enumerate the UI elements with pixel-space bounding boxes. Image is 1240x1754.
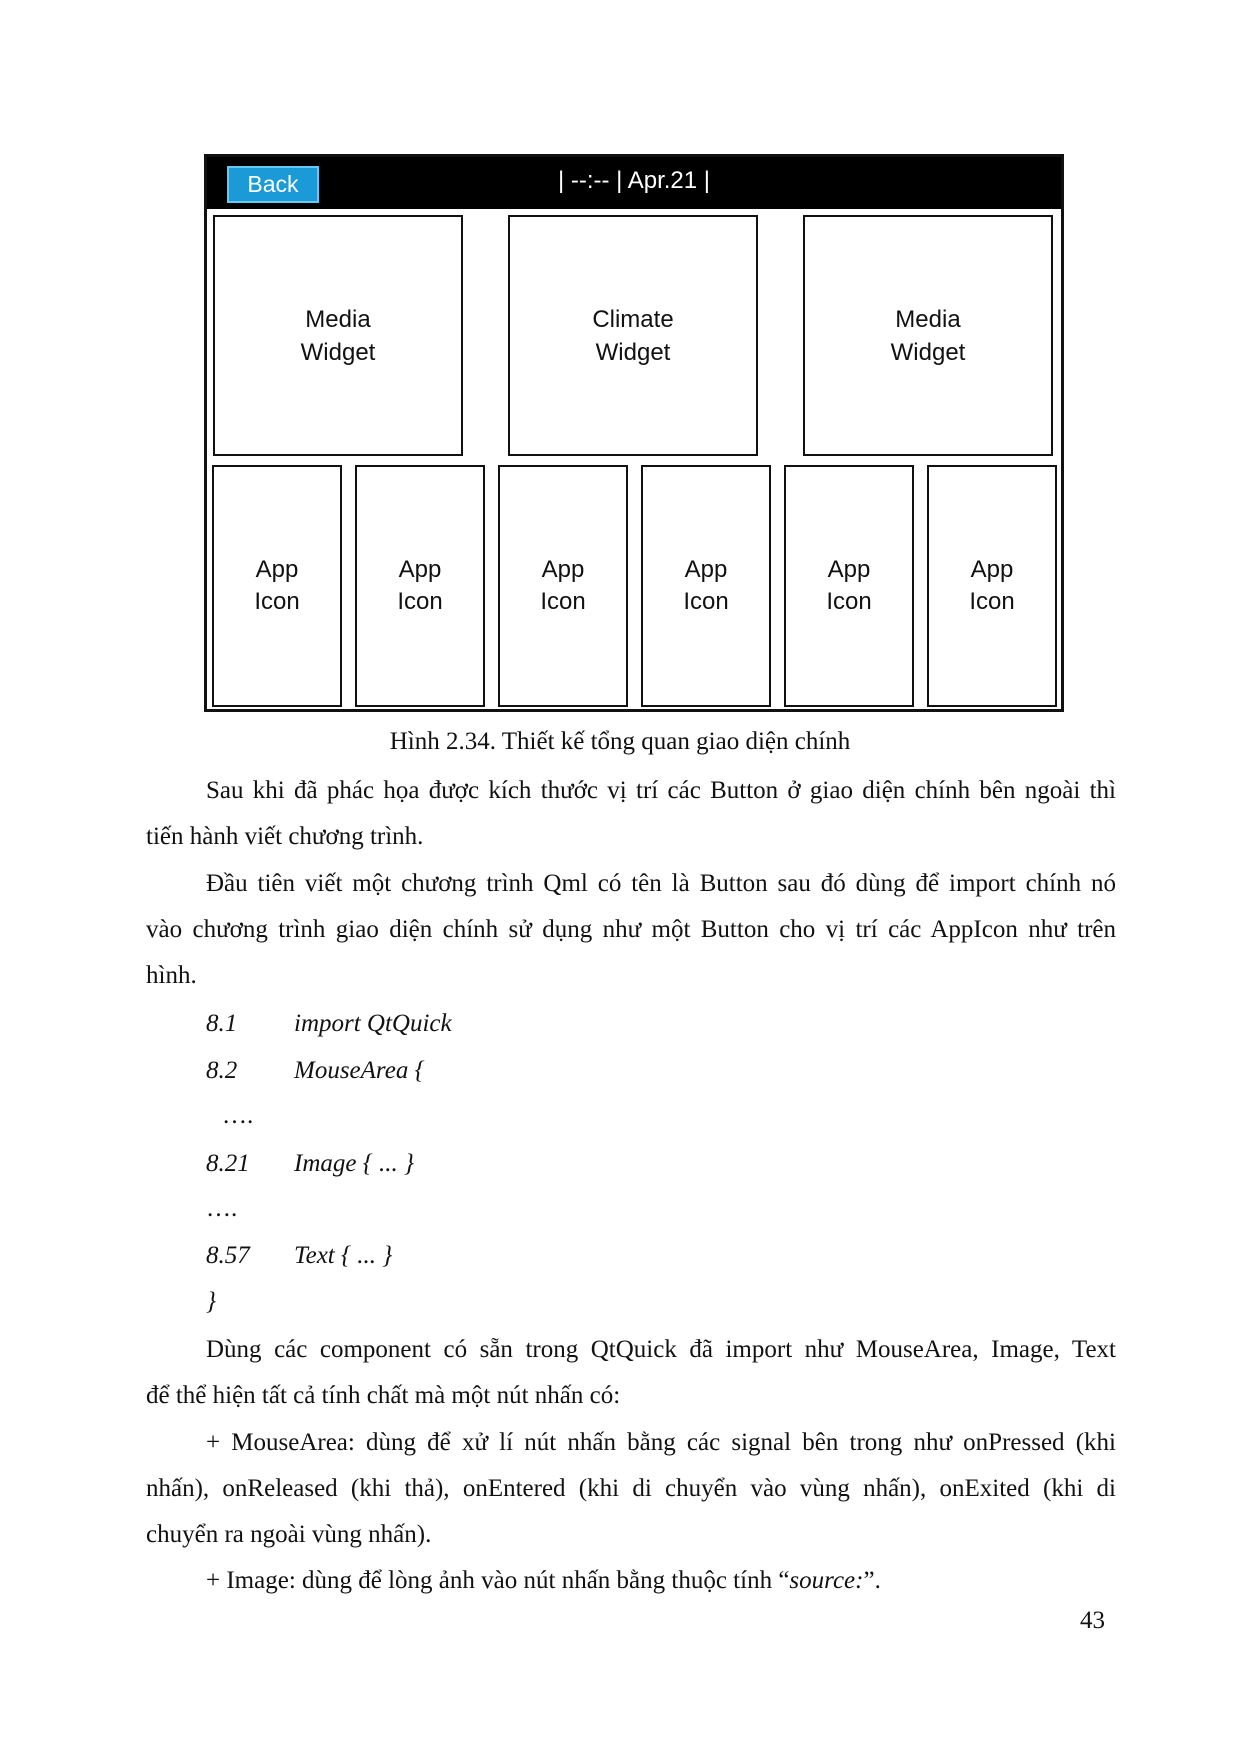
paragraph-5 <box>146 1558 1116 1604</box>
media-widget-left[interactable] <box>213 215 463 456</box>
app-icon-label-line1: App <box>541 556 585 583</box>
widget-label-line2: Widget <box>595 338 671 366</box>
paragraph-line: Sau khi đã phác họa được kích thước vị trí các Button ở giao diện chính bên ngoài thì <box>206 777 1116 804</box>
code-text: MouseArea { <box>294 1057 425 1084</box>
app-icon-3[interactable] <box>498 465 628 707</box>
clock-date-display: | --:-- | Apr.21 | <box>557 167 711 194</box>
app-icon-label-line2: Icon <box>969 588 1015 615</box>
paragraph-italic-term: source: <box>789 1567 864 1594</box>
app-icon-label-line2: Icon <box>540 588 586 615</box>
app-icon-label-line2: Icon <box>254 588 300 615</box>
code-closing-brace: } <box>206 1288 216 1315</box>
paragraph-line: Đầu tiên viết một chương trình Qml có tên là Button sau đó dùng để import chính nó <box>206 870 1116 897</box>
code-text: import QtQuick <box>294 1010 452 1037</box>
paragraph-line: vào chương trình giao diện chính sử dụng như một Button cho vị trí các AppIcon như trên <box>146 916 1116 943</box>
paragraph-line: tiến hành viết chương trình. <box>146 823 424 850</box>
paragraph-line: chuyển ra ngoài vùng nhấn). <box>146 1521 432 1548</box>
paragraph-line: để thể hiện tất cả tính chất mà một nút nhấn có: <box>146 1382 621 1409</box>
code-ellipsis: …. <box>206 1195 238 1222</box>
figure-caption: Hình 2.34. Thiết kế tổng quan giao diện chính <box>389 728 851 755</box>
app-icon-label-line1: App <box>827 556 871 583</box>
widget-label-line1: Media <box>305 305 371 333</box>
climate-widget[interactable] <box>508 215 758 456</box>
paragraph-1 <box>146 768 1116 860</box>
app-icon-1[interactable] <box>212 465 342 707</box>
widget-label-line2: Widget <box>890 338 966 366</box>
main-ui-mockup <box>204 154 1064 712</box>
paragraph-3 <box>146 1327 1116 1419</box>
paragraph-line: nhấn), onReleased (khi thả), onEntered (khi di chuyển vào vùng nhấn), onExited (khi di <box>146 1475 1116 1502</box>
app-icon-2[interactable] <box>355 465 485 707</box>
app-icon-label-line2: Icon <box>826 588 872 615</box>
paragraph-line: hình. <box>146 962 197 989</box>
code-line-number: 8.2 <box>206 1057 238 1084</box>
app-icon-label-line2: Icon <box>683 588 729 615</box>
app-icon-4[interactable] <box>641 465 771 707</box>
widget-label-line1: Media <box>895 305 961 333</box>
app-icon-5[interactable] <box>784 465 914 707</box>
top-bar <box>207 157 1061 209</box>
code-ellipsis: …. <box>222 1102 254 1129</box>
code-text: Image { ... } <box>294 1150 414 1177</box>
app-icon-label-line1: App <box>684 556 728 583</box>
page-number: 43 <box>1080 1607 1105 1634</box>
code-text: Text { ... } <box>294 1242 393 1269</box>
code-line-number: 8.57 <box>206 1242 250 1269</box>
code-line-number: 8.21 <box>206 1150 250 1177</box>
widget-label-line2: Widget <box>300 338 376 366</box>
back-button[interactable]: Back <box>227 166 319 203</box>
paragraph-text: + Image: dùng để lòng ảnh vào nút nhấn bằng thuộc tính “ <box>206 1567 790 1594</box>
app-icon-label-line1: App <box>398 556 442 583</box>
app-icon-label-line1: App <box>255 556 299 583</box>
paragraph-4 <box>146 1420 1116 1558</box>
code-line-number: 8.1 <box>206 1010 238 1037</box>
app-icon-label-line2: Icon <box>397 588 443 615</box>
media-widget-right[interactable] <box>803 215 1053 456</box>
paragraph-text: ”. <box>863 1567 881 1594</box>
paragraph-line: + MouseArea: dùng để xử lí nút nhấn bằng các signal bên trong như onPressed (khi <box>206 1429 1116 1456</box>
paragraph-line: Dùng các component có sẵn trong QtQuick đã import như MouseArea, Image, Text <box>206 1336 1116 1363</box>
paragraph-2 <box>146 861 1116 999</box>
app-icon-6[interactable] <box>927 465 1057 707</box>
app-icon-label-line1: App <box>970 556 1014 583</box>
widget-label-line1: Climate <box>592 305 674 333</box>
